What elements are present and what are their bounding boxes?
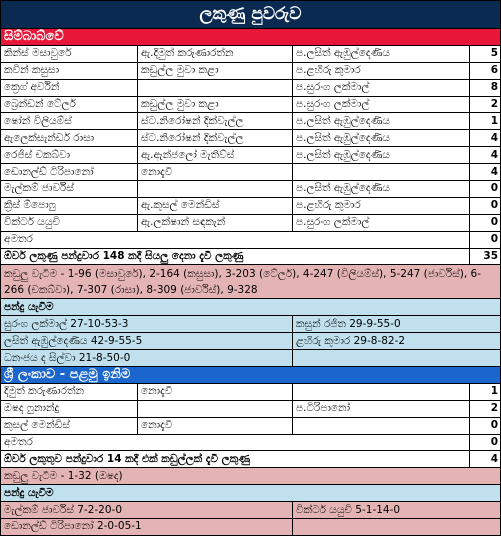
- extras-value: 0: [470, 434, 501, 451]
- batsman-name: බ්‍රෙන්ඩන් ටේලර්: [1, 96, 138, 113]
- batsman-runs: 4: [470, 147, 501, 164]
- team-name-header: සිම්බාබ්වේ: [1, 29, 501, 46]
- batsman-name: කවින් කසුසා: [1, 62, 138, 79]
- bowler-figures: කසුන් රජිත 29-9-55-0: [293, 316, 501, 333]
- dismissal-fielder: [138, 79, 293, 96]
- dismissal-fielder: කඩුල්ල මුවා කළා: [138, 96, 293, 113]
- dismissal-bowler: ප.ලසිත් ඇඹුල්දෙණිය: [293, 130, 470, 147]
- dismissal-bowler: [293, 383, 470, 400]
- dismissal-fielder: කඩුල්ල මුවා කළා: [138, 62, 293, 79]
- dismissal-bowler: ප.ළහිරු කුමාර: [293, 62, 470, 79]
- dismissal-bowler: [293, 164, 470, 181]
- bowler-figures: සුරංග ලක්මාල් 27-10-53-3: [1, 316, 293, 333]
- batsman-name: ක්‍රිස් ම්පොෆු: [1, 197, 138, 214]
- dismissal-fielder: ඇ.කුසල් මෙන්ඩිස්: [138, 197, 293, 214]
- batsman-runs: 0: [470, 181, 501, 198]
- batsman-name: රෙජිස් චකබ්වා: [1, 147, 138, 164]
- dismissal-bowler: ප.ලසිත් ඇඹුල්දෙණිය: [293, 147, 470, 164]
- bowler-figures: ධනංජය ද සිල්වා 21-8-50-0: [1, 350, 293, 367]
- dismissal-bowler: ප.සුරංග ලක්මාල්: [293, 96, 470, 113]
- extras-value: 0: [470, 231, 501, 248]
- total-label: ඕවර් ලකුතුව පන්දුවාර 14 කදී එක් කඩුල්ලක් දැවී ලකුණු: [1, 451, 470, 468]
- dismissal-fielder: නොදැවී: [138, 383, 293, 400]
- batsman-name: ක්‍රෙග් අර්වින්: [1, 79, 138, 96]
- bowler-figures: ළහිරු කුමාර 29-8-82-2: [293, 333, 501, 350]
- total-value: 35: [470, 248, 501, 265]
- dismissal-fielder: නොදැවී: [138, 417, 293, 434]
- batsman-name: කුසල් මෙන්ඩිස්: [1, 417, 138, 434]
- dismissal-fielder: ඇ.ඇන්ජලෝ මැතිව්ස්: [138, 147, 293, 164]
- dismissal-fielder: ස්ට.නිරෝෂන් දික්වැල්ල: [138, 113, 293, 130]
- dismissal-bowler: ප.ලසිත් ඇඹුල්දෙණිය: [293, 181, 470, 198]
- batsman-name: ඩොනල්ඩ් ටිරිපානෝ: [1, 164, 138, 181]
- batsman-name: දිමුත් කරුණාරත්න: [1, 383, 138, 400]
- page-title: ලකුණු පුවරුව: [1, 1, 501, 29]
- batsman-runs: 2: [470, 400, 501, 417]
- extras-label: අමතර: [1, 231, 470, 248]
- batsman-runs: 0: [470, 214, 501, 231]
- dismissal-bowler: ප.සුරංග ලක්මාල්: [293, 79, 470, 96]
- batsman-name: කින්ස් මසාවුරේ: [1, 45, 138, 62]
- batsman-name: ඔෂද ෆුනාන්දු: [1, 400, 138, 417]
- fall-of-wickets: කඩුලු වැටීම - 1-32 (ඔෂද): [1, 468, 501, 485]
- bowler-figures: ඩොනල්ඩ් ටිරිපානෝ 2-0-05-1: [1, 519, 293, 536]
- dismissal-fielder: ඇ.දිමුත් කරුණාරත්න: [138, 45, 293, 62]
- batsman-runs: 2: [470, 96, 501, 113]
- fall-of-wickets: කඩුලු වැටීම - 1-96 (මසාවුරේ), 2-164 (කසුසා), 3-203 (ටේලර්), 4-247 (විලියම්ස්), 5-247 (ජාර්විස්), 6-266 (චකබ්වා), 7-307 (රාසා), 8-309 (ජාර්විස්), 9-328: [1, 265, 501, 299]
- dismissal-bowler: ප.ටිරිපානෝ: [293, 400, 470, 417]
- bowler-figures: වික්ටර් යයුචි 5-1-14-0: [293, 502, 501, 519]
- dismissal-bowler: ප.ළහිරු කුමාර: [293, 197, 470, 214]
- dismissal-bowler: ප.සුරංග ලක්මාල්: [293, 214, 470, 231]
- batsman-runs: 5: [470, 45, 501, 62]
- batsman-name: මැල්කම් ජාර්විස්: [1, 181, 138, 198]
- batsman-runs: 4: [470, 164, 501, 181]
- bowling-section-title: පන්දු යැවීම: [1, 485, 501, 502]
- bowling-section-title: පන්දු යැවීම: [1, 299, 501, 316]
- dismissal-fielder: ඇ.ලක්ෂාන් සඳකැන්: [138, 214, 293, 231]
- bowler-figures: [293, 519, 501, 536]
- batsman-runs: 1: [470, 383, 501, 400]
- dismissal-bowler: ප.ලසිත් ඇඹුල්දෙණිය: [293, 113, 470, 130]
- batsman-name: වික්ටර් යයුචි: [1, 214, 138, 231]
- dismissal-fielder: නොදැවී: [138, 164, 293, 181]
- batsman-runs: 8: [470, 79, 501, 96]
- team-name-header: ශ්‍රී ලංකාව - පළමු ඉනිම: [1, 367, 501, 384]
- batsman-runs: 6: [470, 62, 501, 79]
- dismissal-fielder: [138, 400, 293, 417]
- bowler-figures: මැල්කම් ජාර්විස් 7-2-20-0: [1, 502, 293, 519]
- total-label: ඕවර් ලකුණු පන්දුවාර 148 කදී සියලු දෙනා දැවී ලකුණු: [1, 248, 470, 265]
- dismissal-fielder: [138, 181, 293, 198]
- total-value: 4: [470, 451, 501, 468]
- batsman-runs: 1: [470, 113, 501, 130]
- batsman-name: ෂෝන් විලියම්ස්: [1, 113, 138, 130]
- dismissal-fielder: ස්ට.නිරෝෂන් දික්වැල්ල: [138, 130, 293, 147]
- batsman-name: ඇලෙක්සැන්ඩර් රාසා: [1, 130, 138, 147]
- bowler-figures: [293, 350, 501, 367]
- dismissal-bowler: ප.ලසිත් ඇඹුල්දෙණිය: [293, 45, 470, 62]
- batsman-runs: 4: [470, 130, 501, 147]
- batsman-runs: 0: [470, 417, 501, 434]
- dismissal-bowler: [293, 417, 470, 434]
- bowler-figures: ලසිත් ඇඹුල්දෙණිය 42-9-55-5: [1, 333, 293, 350]
- extras-label: අමතර: [1, 434, 470, 451]
- batsman-runs: 0: [470, 197, 501, 214]
